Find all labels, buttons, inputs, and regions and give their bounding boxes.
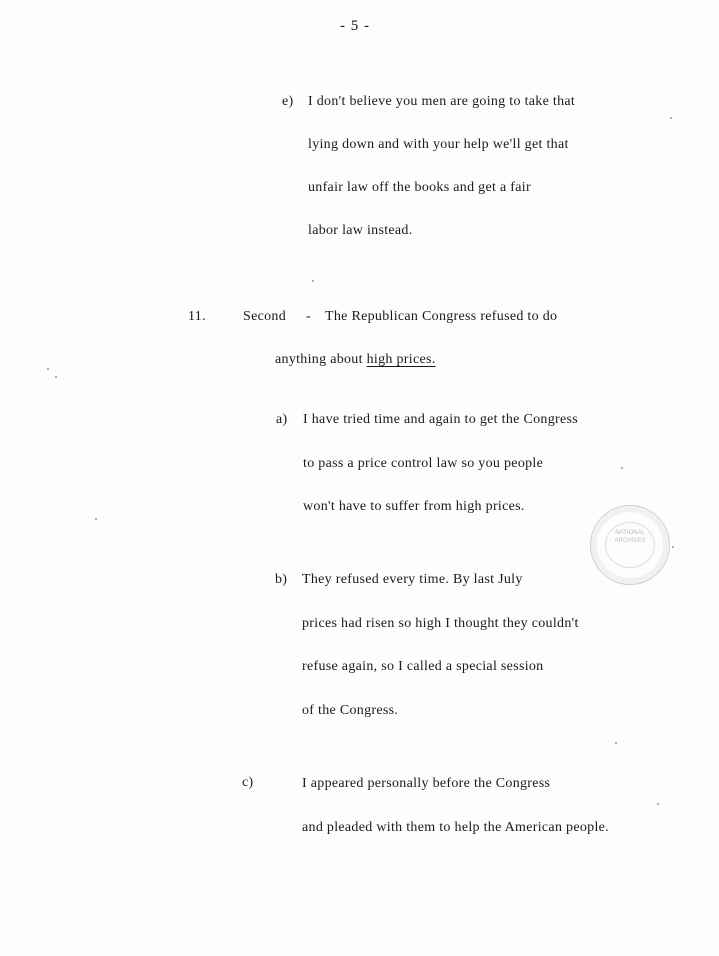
item-a-marker: a) — [276, 412, 288, 427]
scan-speck — [657, 803, 659, 805]
item-11-number: 11. — [188, 309, 206, 324]
scan-speck — [55, 376, 57, 378]
item-a-line-3: won't have to suffer from high prices. — [303, 499, 525, 514]
scan-speck — [670, 117, 672, 119]
item-c-line-2: and pleaded with them to help the American people. — [302, 820, 609, 835]
item-a-line-2: to pass a price control law so you people — [303, 456, 544, 471]
item-11-line-2 — [275, 352, 436, 368]
item-e-line-2: lying down and with your help we'll get that — [308, 137, 569, 152]
page-number: - 5 - — [340, 18, 370, 34]
item-11-line-2-prefix: anything about — [275, 352, 363, 367]
archive-stamp — [590, 505, 670, 585]
item-c-marker: c) — [242, 775, 254, 790]
item-11-line-1: The Republican Congress refused to do — [325, 309, 558, 324]
item-e-line-1: I don't believe you men are going to take that — [308, 94, 576, 109]
scan-speck — [312, 280, 314, 282]
scan-speck — [672, 546, 674, 548]
scan-speck — [47, 368, 49, 370]
item-a-line-1: I have tried time and again to get the Congress — [303, 412, 578, 427]
item-b-marker: b) — [275, 572, 288, 587]
scan-speck — [95, 518, 97, 520]
item-b-line-1: They refused every time. By last July — [302, 572, 523, 587]
item-b-line-4: of the Congress. — [302, 703, 399, 718]
scan-speck — [615, 742, 617, 744]
scan-speck — [621, 467, 623, 469]
item-b-line-2: prices had risen so high I thought they couldn't — [302, 616, 579, 631]
item-c-line-1: I appeared personally before the Congress — [302, 776, 551, 791]
archive-stamp-label: NATIONAL ARCHIVES — [605, 522, 655, 568]
item-11-lead: Second — [243, 309, 287, 324]
item-11-underlined-text: high prices. — [366, 352, 436, 367]
item-e-line-4: labor law instead. — [308, 223, 413, 238]
item-e-marker: e) — [282, 94, 294, 109]
item-11-dash: - — [306, 309, 311, 324]
item-b-line-3: refuse again, so I called a special session — [302, 659, 544, 674]
item-e-line-3: unfair law off the books and get a fair — [308, 180, 531, 195]
